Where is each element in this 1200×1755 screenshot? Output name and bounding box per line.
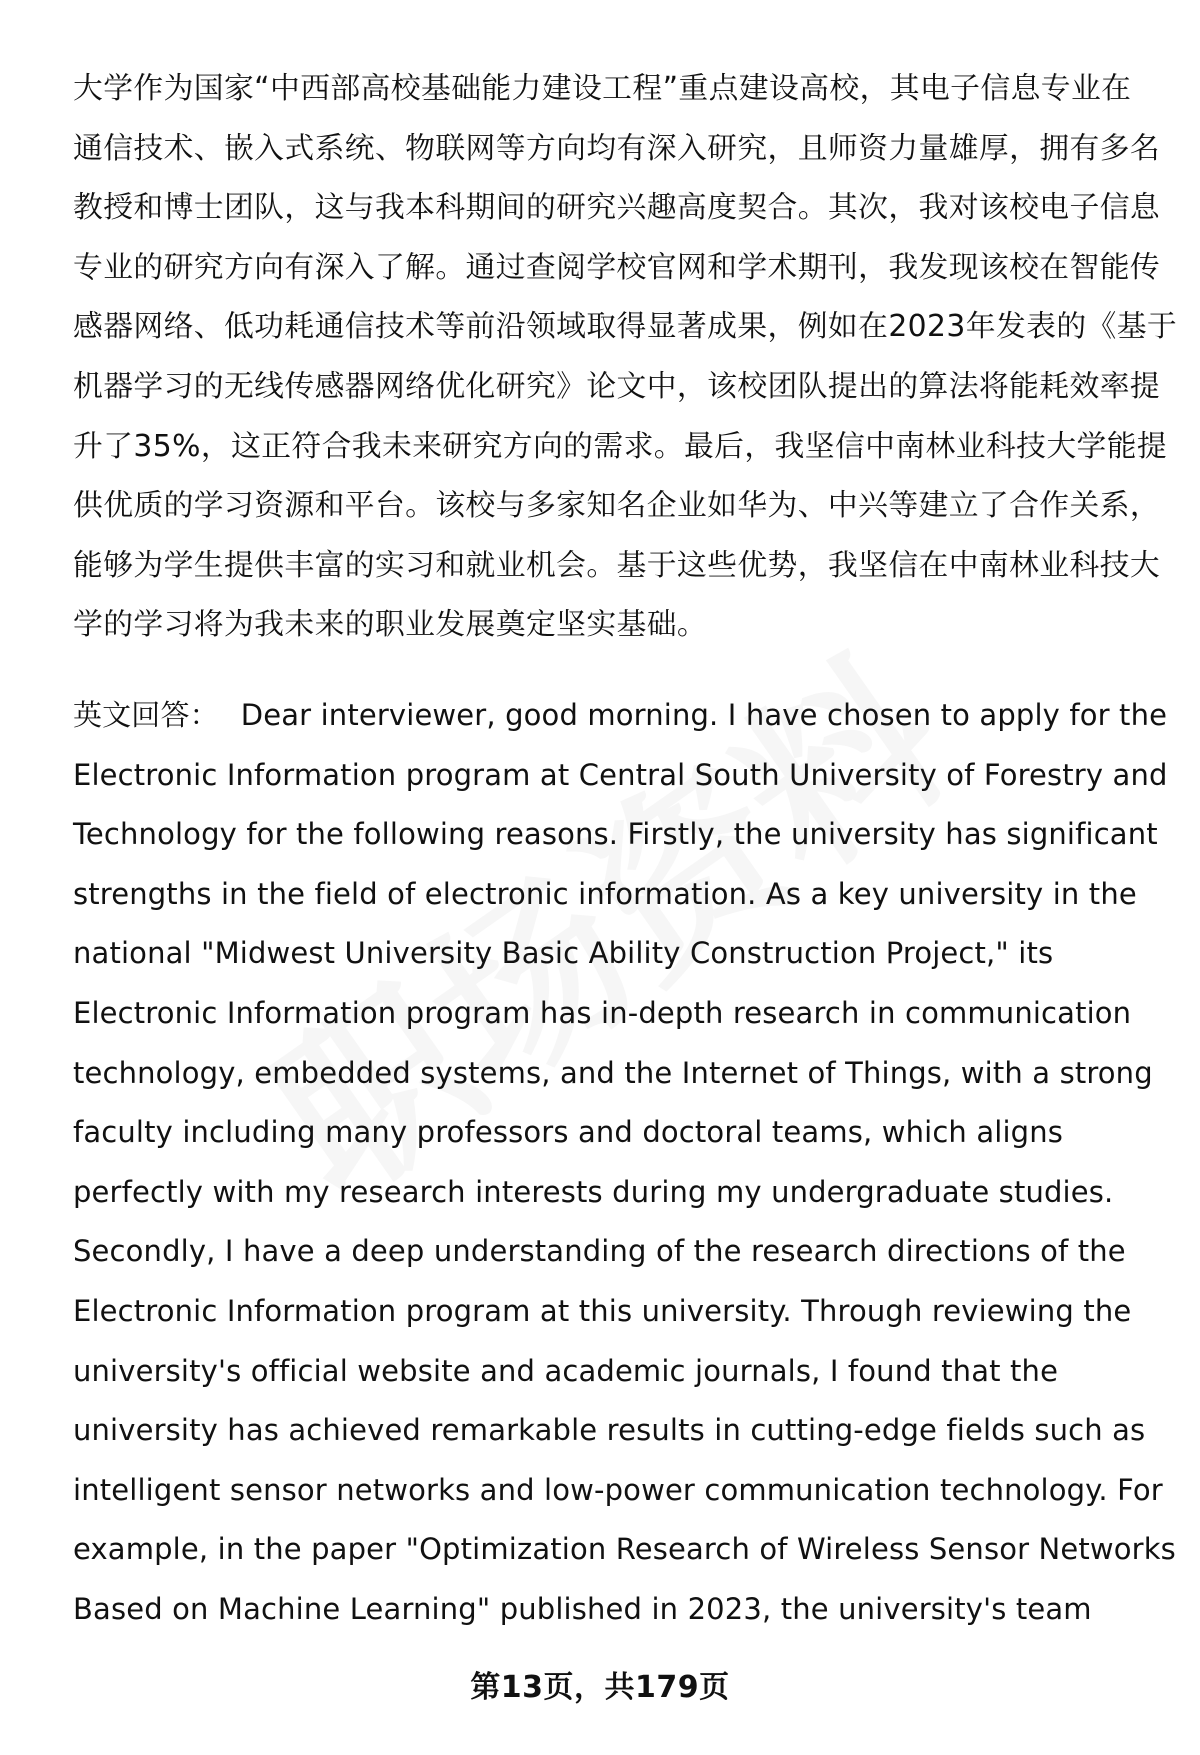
text-line: national "Midwest University Basic Ability Construction Project," its xyxy=(73,936,1054,971)
text-line: technology, embedded systems, and the Internet of Things, with a strong xyxy=(73,1055,1153,1090)
english-answer-paragraph xyxy=(73,686,1176,1640)
text-line: Technology for the following reasons. Firstly, the university has significant xyxy=(73,817,1158,852)
text-line: Electronic Information program at Central South University of Forestry and xyxy=(73,757,1168,792)
text-line: 机器学习的无线传感器网络优化研究》论文中，该校团队提出的算法将能耗效率提 xyxy=(73,368,1161,404)
text-line: Electronic Information program has in-depth research in communication xyxy=(73,995,1132,1030)
text-line: university's official website and academic journals, I found that the xyxy=(73,1353,1059,1388)
text-line: 大学作为国家“中西部高校基础能力建设工程”重点建设高校，其电子信息专业在 xyxy=(73,71,1132,106)
text-line: 能够为学生提供丰富的实习和就业机会。基于这些优势，我坚信在中南林业科技大 xyxy=(73,547,1161,583)
text-line: 教授和博士团队，这与我本科期间的研究兴趣高度契合。其次，我对该校电子信息 xyxy=(73,190,1161,226)
text-line: Based on Machine Learning" published in 2023, the university's team xyxy=(73,1591,1092,1626)
text-line: Electronic Information program at this university. Through reviewing the xyxy=(73,1293,1132,1328)
text-line: strengths in the field of electronic information. As a key university in the xyxy=(73,876,1137,911)
text-line: university has achieved remarkable results in cutting-edge fields such as xyxy=(73,1413,1146,1448)
text-line: example, in the paper "Optimization Research of Wireless Sensor Networks xyxy=(73,1532,1176,1567)
text-line: 供优质的学习资源和平台。该校与多家知名企业如华为、中兴等建立了合作关系， xyxy=(73,488,1161,524)
text-line: Secondly, I have a deep understanding of the research directions of the xyxy=(73,1234,1126,1269)
text-line: 升了35%，这正符合我未来研究方向的需求。最后，我坚信中南林业科技大学能提 xyxy=(73,428,1168,464)
text-line-first-content: Dear interviewer, good morning. I have chosen to apply for the xyxy=(240,698,1168,732)
chinese-answer-paragraph xyxy=(73,59,1178,655)
text-line: intelligent sensor networks and low-power communication technology. For xyxy=(73,1472,1163,1507)
text-line-first xyxy=(73,686,1168,746)
page-number-footer: 第13页，共179页 xyxy=(470,1670,730,1705)
text-line: 学的学习将为我未来的职业发展奠定坚实基础。 xyxy=(73,607,708,643)
text-line: 通信技术、嵌入式系统、物联网等方向均有深入研究，且师资力量雄厚，拥有多名 xyxy=(73,130,1161,166)
text-line: faculty including many professors and doctoral teams, which aligns xyxy=(73,1115,1063,1150)
text-line: perfectly with my research interests during my undergraduate studies. xyxy=(73,1174,1114,1209)
text-line: 感器网络、低功耗通信技术等前沿领域取得显著成果，例如在2023年发表的《基于 xyxy=(73,309,1178,345)
text-line: 专业的研究方向有深入了解。通过查阅学校官网和学术期刊，我发现该校在智能传 xyxy=(73,249,1161,285)
english-answer-label: 英文回答： xyxy=(73,698,219,732)
